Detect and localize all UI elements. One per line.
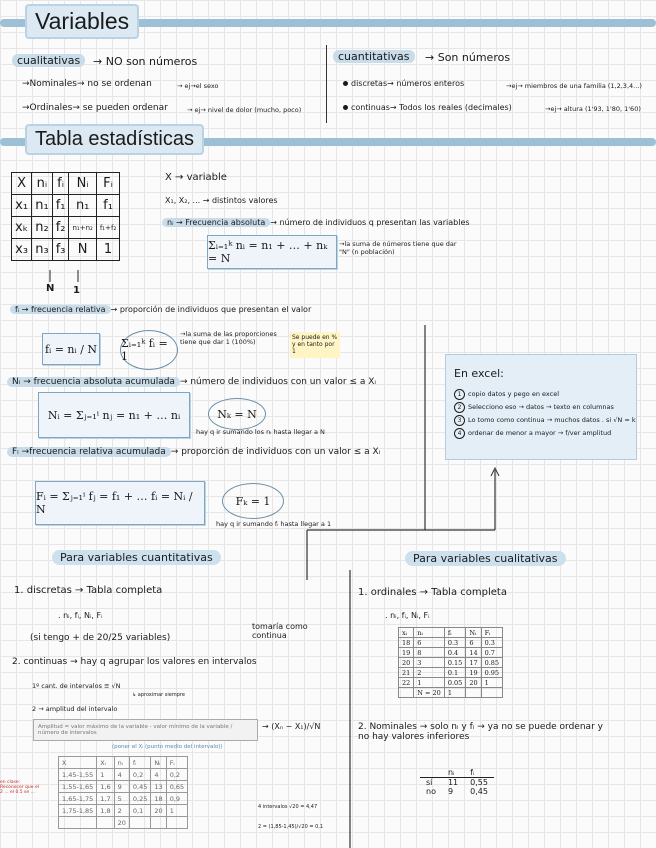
qual-table-cell: 0.85 [481, 658, 502, 668]
Ni-note: hay q ir sumando los nᵢ hasta llegar a N [196, 428, 325, 436]
quant-item2: 2. continuas → hay q agrupar los valores en intervalos [12, 657, 257, 667]
Fk-formula: Fₖ = 1 [222, 483, 284, 519]
def-xs: X₁, X₂, ... → distintos valores [165, 196, 278, 205]
excel-step-2: Selecciono eso → datos → texto en columnas [468, 403, 614, 411]
quant-table-row [59, 817, 188, 829]
quant-table-row [59, 769, 188, 781]
quant-table-cell: 1,8 [97, 805, 114, 817]
fi-note-sticky: Se puede en % y en tanto por 1 [290, 332, 340, 358]
frequency-table-cell: fᵢ [52, 173, 69, 195]
qual-table-cell: xᵢ [399, 628, 414, 638]
qual-table-cell: 6 [466, 638, 481, 648]
qual-table-row [399, 648, 503, 658]
discretas-item: discretas→ números enteros [351, 79, 465, 88]
quant-table-cell: 1 [166, 805, 187, 817]
def-fi: fᵢ → frecuencia relativa [10, 305, 111, 314]
quant-table-cell [129, 817, 150, 829]
quant-table-cell: 1 [97, 769, 114, 781]
qual-table-cell: Nᵢ [466, 628, 481, 638]
frequency-table-cell: n₁ [69, 195, 96, 217]
nominal-table-cell: 11 [447, 778, 459, 787]
cuantitativas-label: cuantitativas [333, 50, 415, 63]
def-Fi-rest: → proporción de individuos con un valor ≤ a Xᵢ [170, 447, 381, 457]
def-x: X → variable [165, 172, 227, 183]
page-title: Variables [25, 4, 139, 39]
qual-table-row [399, 658, 503, 668]
frequency-table-cell: xₖ [12, 217, 32, 239]
quant-item1-sub: . nᵢ, fᵢ, Nᵢ, Fᵢ [58, 611, 103, 620]
frequency-table-cell: f₁ [96, 195, 119, 217]
qual-table-cell: nᵢ [414, 628, 445, 638]
def-ni-rest: → número de individuos q presentan las variables [270, 218, 470, 227]
quant-table-cell: 0,1 [129, 805, 150, 817]
frequency-table-cell: 1 [96, 239, 119, 261]
sum-fi-formula: Σᵢ₌₁ᵏ fᵢ = 1 [120, 330, 178, 370]
qual-table-cell: 1 [414, 678, 445, 688]
excel-step-3: Lo tomo como continua → muchos datos [468, 416, 600, 424]
continuas-eg: →ej→ altura (1'93, 1'80, 1'60) [545, 105, 641, 113]
quant-table-cell: 0,2 [166, 769, 187, 781]
frequency-table-cell: n₃ [32, 239, 52, 261]
nominal-table-cell: sí [426, 778, 433, 787]
qual-table-row [399, 628, 503, 638]
quant-table-cell: 1,7 [97, 793, 114, 805]
quant-table-cell [59, 817, 97, 829]
qual-table-cell: 0.3 [481, 638, 502, 648]
quant-note: (si tengo + de 20/25 variables) [30, 633, 171, 643]
excel-step-4: ordenar de menor a mayor → f/ver amplitud [468, 429, 612, 437]
qual-table-cell: 18 [399, 638, 414, 648]
frequency-table-cell: X [12, 173, 32, 195]
arrow-1: 1 [73, 285, 80, 296]
frequency-table-cell: f₁+f₂ [96, 217, 119, 239]
nominal-table-cell: no [426, 787, 436, 796]
qual-table-cell: fᵢ [444, 628, 465, 638]
side-note: en clase: Reconocer que el 2 ... el 0.5 se ... [0, 780, 39, 795]
ordinales-eg: → ej→ nivel de dolor (mucho, poco) [187, 106, 302, 114]
frequency-table-cell: x₃ [12, 239, 32, 261]
quant-table-row [59, 781, 188, 793]
discretas-eg: →ej→ miembros de una familia (1,2,3,4...) [506, 82, 642, 90]
arrow-N: N [46, 283, 55, 294]
quant-table-cell: 0,9 [166, 793, 187, 805]
quant-table-cell: Fᵢ [166, 757, 187, 769]
quant-table-cell [151, 817, 166, 829]
qual-table-cell: 2 [414, 668, 445, 678]
qual-table-cell: 0.3 [444, 638, 465, 648]
quant-table-cell: 5 [114, 793, 129, 805]
def-Ni: Nᵢ → frecuencia absoluta acumulada [7, 377, 180, 387]
qual-table-cell [399, 688, 414, 698]
qual-table-cell: 3 [414, 658, 445, 668]
quant-table-cell: 2 [114, 805, 129, 817]
ordinales-item: →Ordinales→ se pueden ordenar [22, 103, 168, 113]
quant-note2: tomaría como continua [252, 622, 308, 640]
br-note-1: 4 intervalos √20 = 4,47 [258, 804, 318, 810]
def-Ni-rest: → número de individuos con un valor ≤ a Xᵢ [179, 377, 377, 387]
qual-table-cell: 1 [444, 688, 465, 698]
quant-table-row [59, 793, 188, 805]
Fi-note: hay q ir sumando fᵢ hasta llegar a 1 [216, 520, 332, 528]
quant-table-cell: 1,65-1,75 [59, 793, 97, 805]
nominal-table [420, 768, 494, 796]
qual-table-cell: Fᵢ [481, 628, 502, 638]
quant-table-row [59, 805, 188, 817]
quant-table [58, 756, 188, 829]
qual-item1-sub: . nᵢ, fᵢ, Nᵢ, Fᵢ [385, 611, 430, 620]
qual-table-cell: 21 [399, 668, 414, 678]
excel-box: En excel: 1 copio datos y pego en excel 2 Selecciono eso → datos → texto en columnas 3 Lo tomo como continua → muchos datos . si √N = k 4 ordenar de menor a mayor → f/ver amplitud [445, 354, 637, 460]
nominal-table-cell: 0,55 [470, 778, 488, 787]
nominal-table-cell: fᵢ [464, 768, 494, 778]
qual-table-cell: 20 [399, 658, 414, 668]
quant-table-cell: 4 [114, 769, 129, 781]
quant-amp: 2 → amplitud del intervalo [32, 705, 118, 713]
quant-table-cell: 9 [114, 781, 129, 793]
quant-table-cell: 20 [151, 805, 166, 817]
qual-table-cell: 22 [399, 678, 414, 688]
excel-step-1: copio datos y pego en excel [468, 390, 559, 398]
quant-table-cell: Xᵢ [97, 757, 114, 769]
frequency-table-cell: nᵢ [32, 173, 52, 195]
qual-table-cell: 0.1 [444, 668, 465, 678]
quant-table-cell [166, 817, 187, 829]
excel-title: En excel: [454, 367, 504, 380]
sum-ni-note: →la suma de números tiene que dar "N" (n población) [339, 240, 457, 256]
qual-table-cell: 0.4 [444, 648, 465, 658]
frequency-table-cell: N [69, 239, 96, 261]
qual-table-cell: 6 [414, 638, 445, 648]
amp-alt: → (Xₙ − X₁)/√N [262, 722, 321, 731]
frequency-table-cell: Fᵢ [96, 173, 119, 195]
frequency-table-cell: f₃ [52, 239, 69, 261]
quant-table-cell: 0,2 [129, 769, 150, 781]
quant-table-cell: 1,6 [97, 781, 114, 793]
qual-table [398, 627, 503, 698]
frequency-table-cell: n₂ [32, 217, 52, 239]
quant-num-int: 1º cant. de intervalos ≅ √N [32, 682, 121, 690]
fi-formula: fᵢ = nᵢ / N [42, 333, 100, 365]
qual-item1: 1. ordinales → Tabla completa [358, 587, 507, 598]
frequency-table-cell: x₁ [12, 195, 32, 217]
quant-table-row [59, 757, 188, 769]
qual-item2: 2. Nominales → solo nᵢ y fᵢ → ya no se puede ordenar y no hay valores inferiores [358, 722, 603, 742]
def-ni: nᵢ → Frecuencia absoluta [162, 218, 270, 227]
quant-caption: (poner el Xᵢ (punto medio del intervalo)) [112, 744, 223, 750]
def-Fi: Fᵢ →frecuencia relativa acumulada [7, 447, 171, 457]
qual-table-cell: 20 [466, 678, 481, 688]
frequency-table-cell: f₂ [52, 217, 69, 239]
quant-table-cell [97, 817, 114, 829]
quant-table-cell: 4 [151, 769, 166, 781]
qual-table-row [399, 688, 503, 698]
quant-num-int-note: ↳ aproximar siempre [132, 692, 185, 698]
section-title: Tabla estadísticas [25, 124, 204, 155]
qual-table-cell: 1 [481, 678, 502, 688]
qual-table-cell: 0.15 [444, 658, 465, 668]
qual-table-cell: 0.05 [444, 678, 465, 688]
qual-table-row [399, 668, 503, 678]
quant-table-cell: 1,55-1,65 [59, 781, 97, 793]
qual-table-cell: 19 [399, 648, 414, 658]
Nk-formula: Nₖ = N [208, 398, 266, 430]
excel-step-3b: . si √N = k [601, 416, 636, 424]
quant-table-cell: fᵢ [129, 757, 150, 769]
cualitativas-label: cualitativas [12, 54, 85, 67]
amp-formula: Amplitud = valor máximo de la variable - valor mínimo de la variable / número de intervalos [33, 719, 258, 741]
br-note-2: 2 = (1,85-1,45)/√20 = 0,1 [258, 824, 324, 830]
qual-table-cell: 14 [466, 648, 481, 658]
nominal-table-cell: nᵢ [442, 768, 464, 778]
nominal-table-row [420, 768, 494, 778]
quant-table-cell: 1,75-1,85 [59, 805, 97, 817]
Ni-formula: Nᵢ = Σⱼ₌₁ⁱ nⱼ = n₁ + … nᵢ [38, 392, 190, 438]
qual-table-cell: 19 [466, 668, 481, 678]
nominal-table-cell: 9 [447, 787, 454, 796]
nominal-table-cell [420, 768, 442, 778]
frequency-table-cell: n₁+n₂ [69, 217, 96, 239]
nominales-item: →Nominales→ no se ordenan [22, 79, 152, 89]
qual-table-row [399, 638, 503, 648]
qual-table-cell [481, 688, 502, 698]
quant-table-cell: 0,65 [166, 781, 187, 793]
cualitativas-text: → NO son números [93, 55, 198, 68]
quant-table-cell: 0,25 [129, 793, 150, 805]
qual-heading: Para variables cualitativas [405, 551, 566, 566]
qual-table-cell: 17 [466, 658, 481, 668]
quant-table-cell: 18 [151, 793, 166, 805]
qual-table-cell: 0.95 [481, 668, 502, 678]
continuas-item: continuas→ Todos los reales (decimales) [351, 103, 512, 112]
quant-heading: Para variables cuantitativas [52, 550, 221, 565]
sum-ni-formula: Σᵢ₌₁ᵏ nᵢ = n₁ + … + nₖ = N [207, 235, 337, 269]
qual-table-cell: 8 [414, 648, 445, 658]
frequency-table-cell: Nᵢ [69, 173, 96, 195]
quant-table-cell: Nᵢ [151, 757, 166, 769]
quant-table-cell: 20 [114, 817, 129, 829]
qual-table-cell: N = 20 [414, 688, 445, 698]
nominal-table-row [420, 778, 494, 788]
quant-table-cell: X [59, 757, 97, 769]
quant-table-cell: 13 [151, 781, 166, 793]
cuantitativas-text: → Son números [425, 51, 511, 64]
quant-table-cell: 1,45-1,55 [59, 769, 97, 781]
nominal-table-cell: 0,45 [470, 787, 488, 796]
quant-table-cell: 0,45 [129, 781, 150, 793]
Fi-formula: Fᵢ = Σⱼ₌₁ⁱ fⱼ = f₁ + … fᵢ = Nᵢ / N [35, 481, 205, 525]
nominales-eg: → ej→el sexo [177, 82, 219, 90]
qual-table-cell [466, 688, 481, 698]
frequency-table-cell: n₁ [32, 195, 52, 217]
quant-table-cell: nᵢ [114, 757, 129, 769]
qual-table-cell: 0.7 [481, 648, 502, 658]
qual-table-row [399, 678, 503, 688]
def-fi-rest: → proporción de individuos que presentan el valor [110, 305, 312, 314]
frequency-table-cell: f₁ [52, 195, 69, 217]
quant-item1: 1. discretas → Tabla completa [14, 585, 163, 596]
nominal-table-row [420, 787, 494, 796]
fi-note: →la suma de las proporciones tiene que dar 1 (100%) [180, 330, 277, 346]
